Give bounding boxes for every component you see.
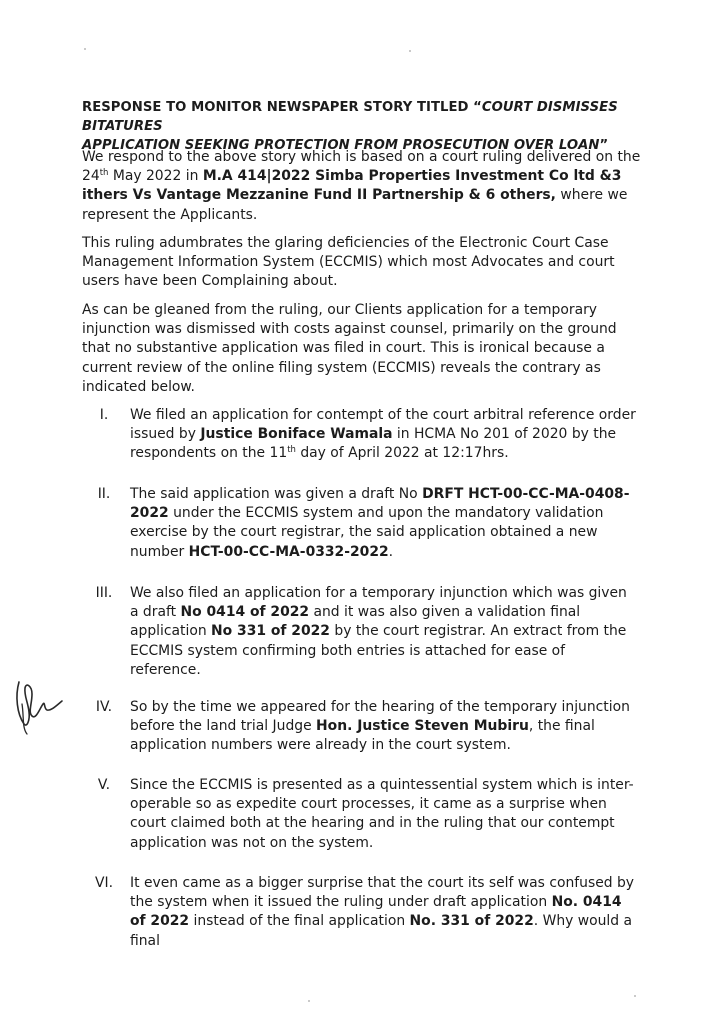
- list-number: VI.: [94, 875, 113, 891]
- list-number: V.: [97, 777, 111, 793]
- scan-speck: [409, 50, 411, 52]
- scan-speck: [634, 995, 636, 997]
- document-heading: RESPONSE TO MONITOR NEWSPAPER STORY TITLED “COURT DISMISSES BITATURES APPLICATION SEEKING PROTECTION FROM PROSECUTION OVER LOAN”: [82, 100, 618, 153]
- list-number: I.: [99, 407, 109, 423]
- handwritten-initials-signature: [10, 674, 64, 736]
- list-number: III.: [95, 585, 113, 601]
- paragraph-gleaned: As can be gleaned from the ruling, our Clients application for a temporary injunction was dismissed with costs against counsel, primarily on the ground that no substantive application was filed in court. This is ironical because a current review of the online filing system (ECCMIS) reveals the contrary as indicated below.: [82, 302, 617, 395]
- paragraph-ruling: This ruling adumbrates the glaring deficiencies of the Electronic Court Case Management Information System (ECCMIS) which most Advocates and court users have been Complaining about.: [82, 235, 615, 290]
- story-title-line2: APPLICATION SEEKING PROTECTION FROM PROSECUTION OVER LOAN: [82, 138, 600, 153]
- scan-speck: [84, 48, 86, 50]
- story-title-line1: COURT DISMISSES BITATURES: [82, 100, 618, 134]
- document-page: RESPONSE TO MONITOR NEWSPAPER STORY TITLED “COURT DISMISSES BITATURES APPLICATION SEEKING PROTECTION FROM PROSECUTION OVER LOAN” We respond to the above story which is based on a court ruling delivered on the 24th May 2022 in M.A 414|2022 Simba Properties Investment Co ltd &3 ithers Vs Vantage Mezzanine Fund II Partnership & 6 others, where we represent the Applicants. This ruling adumbrates the glaring deficiencies of the Electronic Court Case Management Information System (ECCMIS) which most Advocates and court users have been Complaining about. As can be gleaned from the ruling, our Clients application for a temporary injunction was dismissed with costs against counsel, primarily on the ground that no substantive application was filed in court. This is ironical because a current review of the online filing system (ECCMIS) reveals the contrary as indicated below. I. We filed an application for contempt of the court arbitral reference order issued by Justice Boniface Wamala in HCMA No 201 of 2020 by the respondents on the 11th day of April 2022 at 12:17hrs. II. The said application was given a draft No DRFT HCT-00-CC-MA-0408-2022 under the ECCMIS system and upon the mandatory validation exercise by the court registrar, the said application obtained a new number HCT-00-CC-MA-0332-2022. III. We also filed an application for a temporary injunction which was given a draft No 0414 of 2022 and it was also given a validation final application No 331 of 2022 by the court registrar. An extract from the ECCMIS system confirming both entries is attached for ease of reference. IV. So by the time we appeared for the hearing of the temporary injunction before the land trial Judge Hon. Justice Steven Mubiru, the final application numbers were already in the court system. V. Since the ECCMIS is presented as a quintessential system which is inter-operable so as expedite court processes, it came as a surprise when court claimed both at the hearing and in the ruling that our contempt application was not on the system. VI. It even came as a bigger surprise that the court its self was confused by the system when it issued the ruling under draft application No. 0414 of 2022 instead of the final application No. 331 of 2022. Why would a final: [0, 0, 726, 1024]
- scan-speck: [308, 1000, 310, 1002]
- list-number: IV.: [95, 699, 113, 715]
- list-number: II.: [97, 486, 111, 502]
- paragraph-intro: We respond to the above story which is based on a court ruling delivered on the 24th May 2022 in M.A 414|2022 Simba Properties Investment Co ltd &3 ithers Vs Vantage Mezzanine Fund II Partnership & 6 others, where we represent the Applicants.: [82, 149, 641, 223]
